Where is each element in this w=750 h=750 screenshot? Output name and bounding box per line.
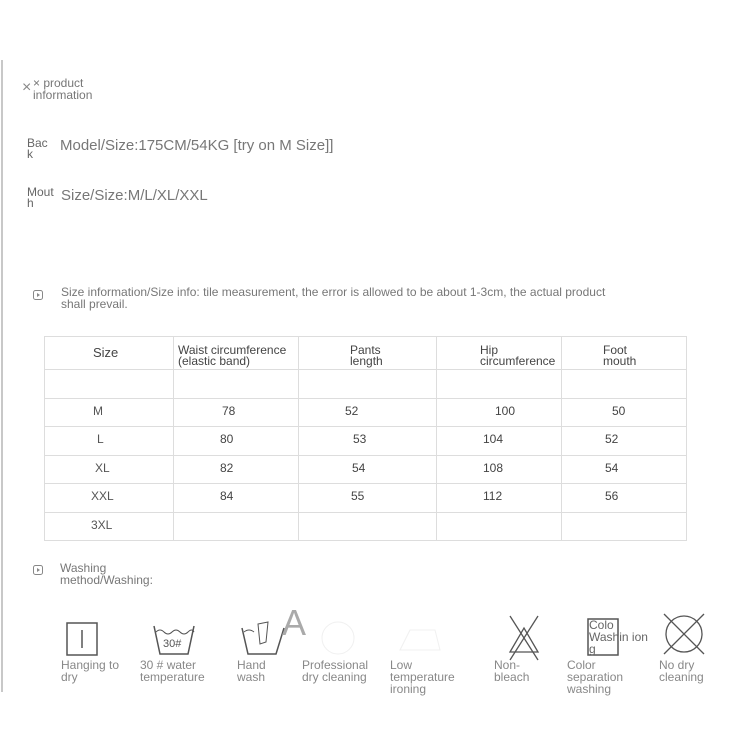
- care-label-line: dry: [61, 670, 78, 684]
- table-cell: [562, 513, 687, 541]
- note-line: shall prevail.: [61, 297, 128, 311]
- care-label-line: Hanging to: [61, 658, 120, 672]
- sizes-text: Size/Size:M/L/XL/XXL: [61, 187, 208, 204]
- table-header-row: [45, 337, 687, 370]
- header-size: [45, 337, 174, 370]
- measurement-value: 108: [483, 461, 504, 475]
- glyph-line: Colo: [589, 618, 614, 632]
- stray-letter: A: [282, 602, 307, 643]
- table-row: [45, 513, 687, 541]
- header-text: [350, 345, 383, 367]
- table-row: [45, 427, 687, 456]
- care-label: [237, 659, 266, 683]
- header-line: length: [350, 354, 383, 368]
- header-hip: [437, 337, 562, 370]
- measurement-value: 56: [605, 489, 619, 503]
- measurement-value: 52: [605, 432, 619, 446]
- measurement-value: 104: [483, 432, 504, 446]
- table-cell: [299, 513, 437, 541]
- table-cell: [174, 456, 299, 484]
- close-icon[interactable]: ×: [22, 79, 32, 96]
- table-cell: [562, 370, 687, 399]
- care-label: [61, 659, 119, 683]
- size-label: XL: [95, 461, 110, 475]
- label-part: Bac: [27, 136, 48, 150]
- care-label-line: Professional: [302, 658, 369, 672]
- care-label-line: Non-: [494, 658, 521, 672]
- table-cell: [562, 456, 687, 484]
- care-label-line: washing: [567, 682, 612, 696]
- table-cell: [437, 456, 562, 484]
- size-label: M: [93, 404, 103, 418]
- header-text: [603, 345, 636, 367]
- header-line: Pants: [350, 343, 381, 357]
- measurement-value: 55: [351, 489, 365, 503]
- info-label-mouth: [27, 187, 55, 209]
- table-cell: [174, 370, 299, 399]
- measurement-value: 84: [220, 489, 234, 503]
- header-pants-length: [299, 337, 437, 370]
- care-label: [302, 659, 368, 683]
- measurement-value: 53: [353, 432, 367, 446]
- glyph-line: g: [589, 642, 596, 656]
- table-cell: [45, 399, 174, 427]
- measurement-value: 112: [483, 489, 503, 503]
- measurement-value: 82: [220, 461, 234, 475]
- care-label-line: No dry: [659, 658, 695, 672]
- table-cell: [562, 427, 687, 456]
- product-info-title: [33, 77, 92, 101]
- note-line: Size information/Size info: tile measurement, the error is allowed to be about 1-3cm, the actual product: [61, 285, 606, 299]
- table-cell: [437, 399, 562, 427]
- label-part: Mout: [27, 185, 54, 199]
- care-label: [140, 659, 205, 683]
- measurement-value: 52: [345, 404, 359, 418]
- size-table: [44, 336, 687, 541]
- label-part: k: [27, 147, 33, 161]
- table-cell: [45, 484, 174, 513]
- care-label-line: temperature: [140, 670, 205, 684]
- table-cell: [437, 513, 562, 541]
- table-cell: [562, 399, 687, 427]
- table-cell: [299, 484, 437, 513]
- label-part: h: [27, 196, 34, 210]
- header-line: (elastic band): [178, 354, 251, 368]
- table-cell: [299, 399, 437, 427]
- header-text: [480, 345, 555, 367]
- size-label: 3XL: [91, 518, 113, 532]
- measurement-value: 100: [495, 404, 516, 418]
- header-foot-mouth: [562, 337, 687, 370]
- table-cell: [562, 484, 687, 513]
- table-cell: [437, 427, 562, 456]
- header-line: Hip: [480, 343, 499, 357]
- table-cell: [437, 484, 562, 513]
- size-label: L: [97, 432, 104, 446]
- table-cell: [45, 456, 174, 484]
- dry-clean-icon: [318, 618, 358, 658]
- header-line: Foot: [603, 343, 628, 357]
- size-note: [61, 286, 605, 310]
- measurement-value: 50: [612, 404, 626, 418]
- table-cell: [174, 399, 299, 427]
- care-label-line: wash: [237, 670, 266, 684]
- left-border: [1, 60, 3, 692]
- measurement-value: 80: [220, 432, 234, 446]
- care-label-line: separation: [567, 670, 624, 684]
- table-cell: [299, 456, 437, 484]
- title-line: × product: [33, 76, 84, 90]
- table-cell: [174, 427, 299, 456]
- table-cell: [299, 370, 437, 399]
- care-label-line: Low: [390, 658, 413, 672]
- header-text: Size: [93, 345, 119, 360]
- header-line: Waist circumference: [178, 343, 287, 357]
- hanging-dry-icon: [66, 622, 98, 656]
- table-row: [45, 370, 687, 399]
- table-cell: [45, 370, 174, 399]
- header-line: mouth: [603, 354, 637, 368]
- care-label: [567, 659, 623, 695]
- measurement-value: 54: [605, 461, 619, 475]
- measurement-value: 54: [352, 461, 366, 475]
- table-cell: [437, 370, 562, 399]
- table-row: [45, 399, 687, 427]
- wash-30-icon: [152, 622, 196, 656]
- measurement-value: 78: [222, 404, 236, 418]
- wash-temp-glyph: 30#: [163, 638, 182, 650]
- table-cell: [174, 513, 299, 541]
- title-line: information: [33, 88, 93, 102]
- washing-title: [60, 562, 153, 586]
- header-text: [178, 345, 286, 367]
- model-size-text: Model/Size:175CM/54KG [try on M Size]]: [60, 137, 334, 154]
- care-label-line: ironing: [390, 682, 427, 696]
- care-label-line: Hand: [237, 658, 266, 672]
- care-label-line: dry cleaning: [302, 670, 367, 684]
- no-bleach-icon: [506, 614, 542, 662]
- no-dry-clean-icon: [662, 612, 706, 656]
- header-waist: [174, 337, 299, 370]
- care-label: [659, 659, 704, 683]
- color-separation-glyph: [589, 619, 648, 655]
- play-icon: [33, 290, 43, 300]
- care-label-line: cleaning: [659, 670, 704, 684]
- table-cell: [45, 513, 174, 541]
- size-label: XXL: [91, 489, 114, 503]
- play-icon: [33, 565, 43, 575]
- table-cell: [45, 427, 174, 456]
- table-cell: [299, 427, 437, 456]
- care-label-line: 30 # water: [140, 658, 197, 672]
- care-label-line: temperature: [390, 670, 455, 684]
- care-label: [390, 659, 455, 695]
- hand-wash-icon: [240, 618, 286, 658]
- care-label: [494, 659, 529, 683]
- washing-line: Washing: [60, 561, 107, 575]
- info-label-back: [27, 138, 55, 160]
- table-row: [45, 456, 687, 484]
- header-line: circumference: [480, 354, 556, 368]
- iron-low-icon: [395, 620, 445, 656]
- care-label-line: Color: [567, 658, 596, 672]
- glyph-line: Washin ion: [589, 630, 648, 644]
- washing-line: method/Washing:: [60, 573, 153, 587]
- table-cell: [174, 484, 299, 513]
- care-label-line: bleach: [494, 670, 530, 684]
- table-row: [45, 484, 687, 513]
